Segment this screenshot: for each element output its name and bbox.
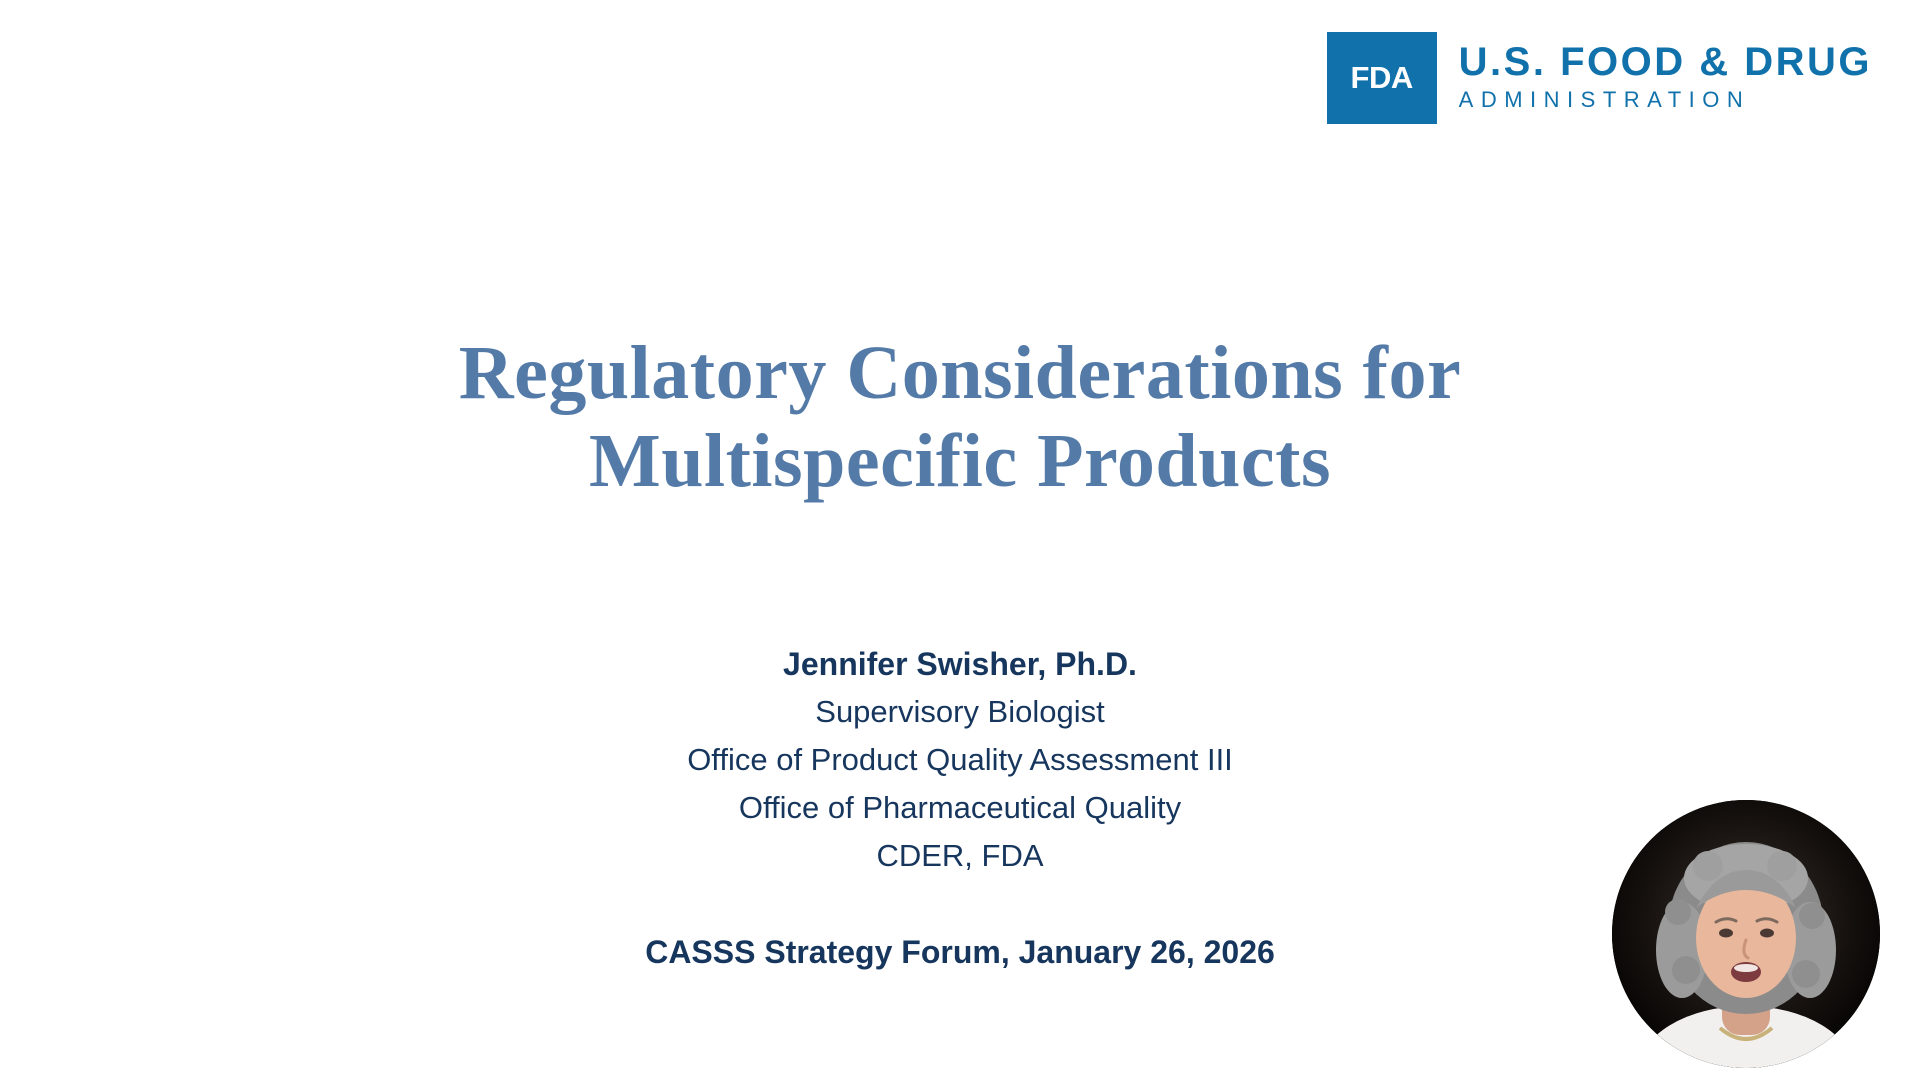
presenter-organization: CDER, FDA <box>876 838 1044 873</box>
fda-logo-line-2: ADMINISTRATION <box>1458 86 1751 112</box>
fda-logo-mark-text: FDA <box>1350 60 1413 95</box>
fda-logo-wordmark <box>1437 32 1872 124</box>
presenter-office-line-2: Office of Pharmaceutical Quality <box>738 790 1182 825</box>
presenter-video-frame <box>1612 800 1880 1068</box>
event-name: CASSS Strategy Forum, January 26, 2026 <box>645 934 1275 970</box>
presenter-role: Supervisory Biologist <box>815 694 1105 729</box>
presenter-video-bubble[interactable] <box>1612 800 1880 1068</box>
presenter-office-line-1: Office of Product Quality Assessment III <box>687 742 1233 777</box>
presenter-block <box>410 640 1510 976</box>
fda-logo <box>1327 32 1872 124</box>
presenter-name: Jennifer Swisher, Ph.D. <box>783 646 1137 682</box>
fda-logo-line-1: U.S. FOOD & DRUG <box>1458 39 1872 84</box>
slide-title: Regulatory Considerations for Multispecific Products <box>458 330 1462 504</box>
fda-logo-mark <box>1327 32 1437 124</box>
